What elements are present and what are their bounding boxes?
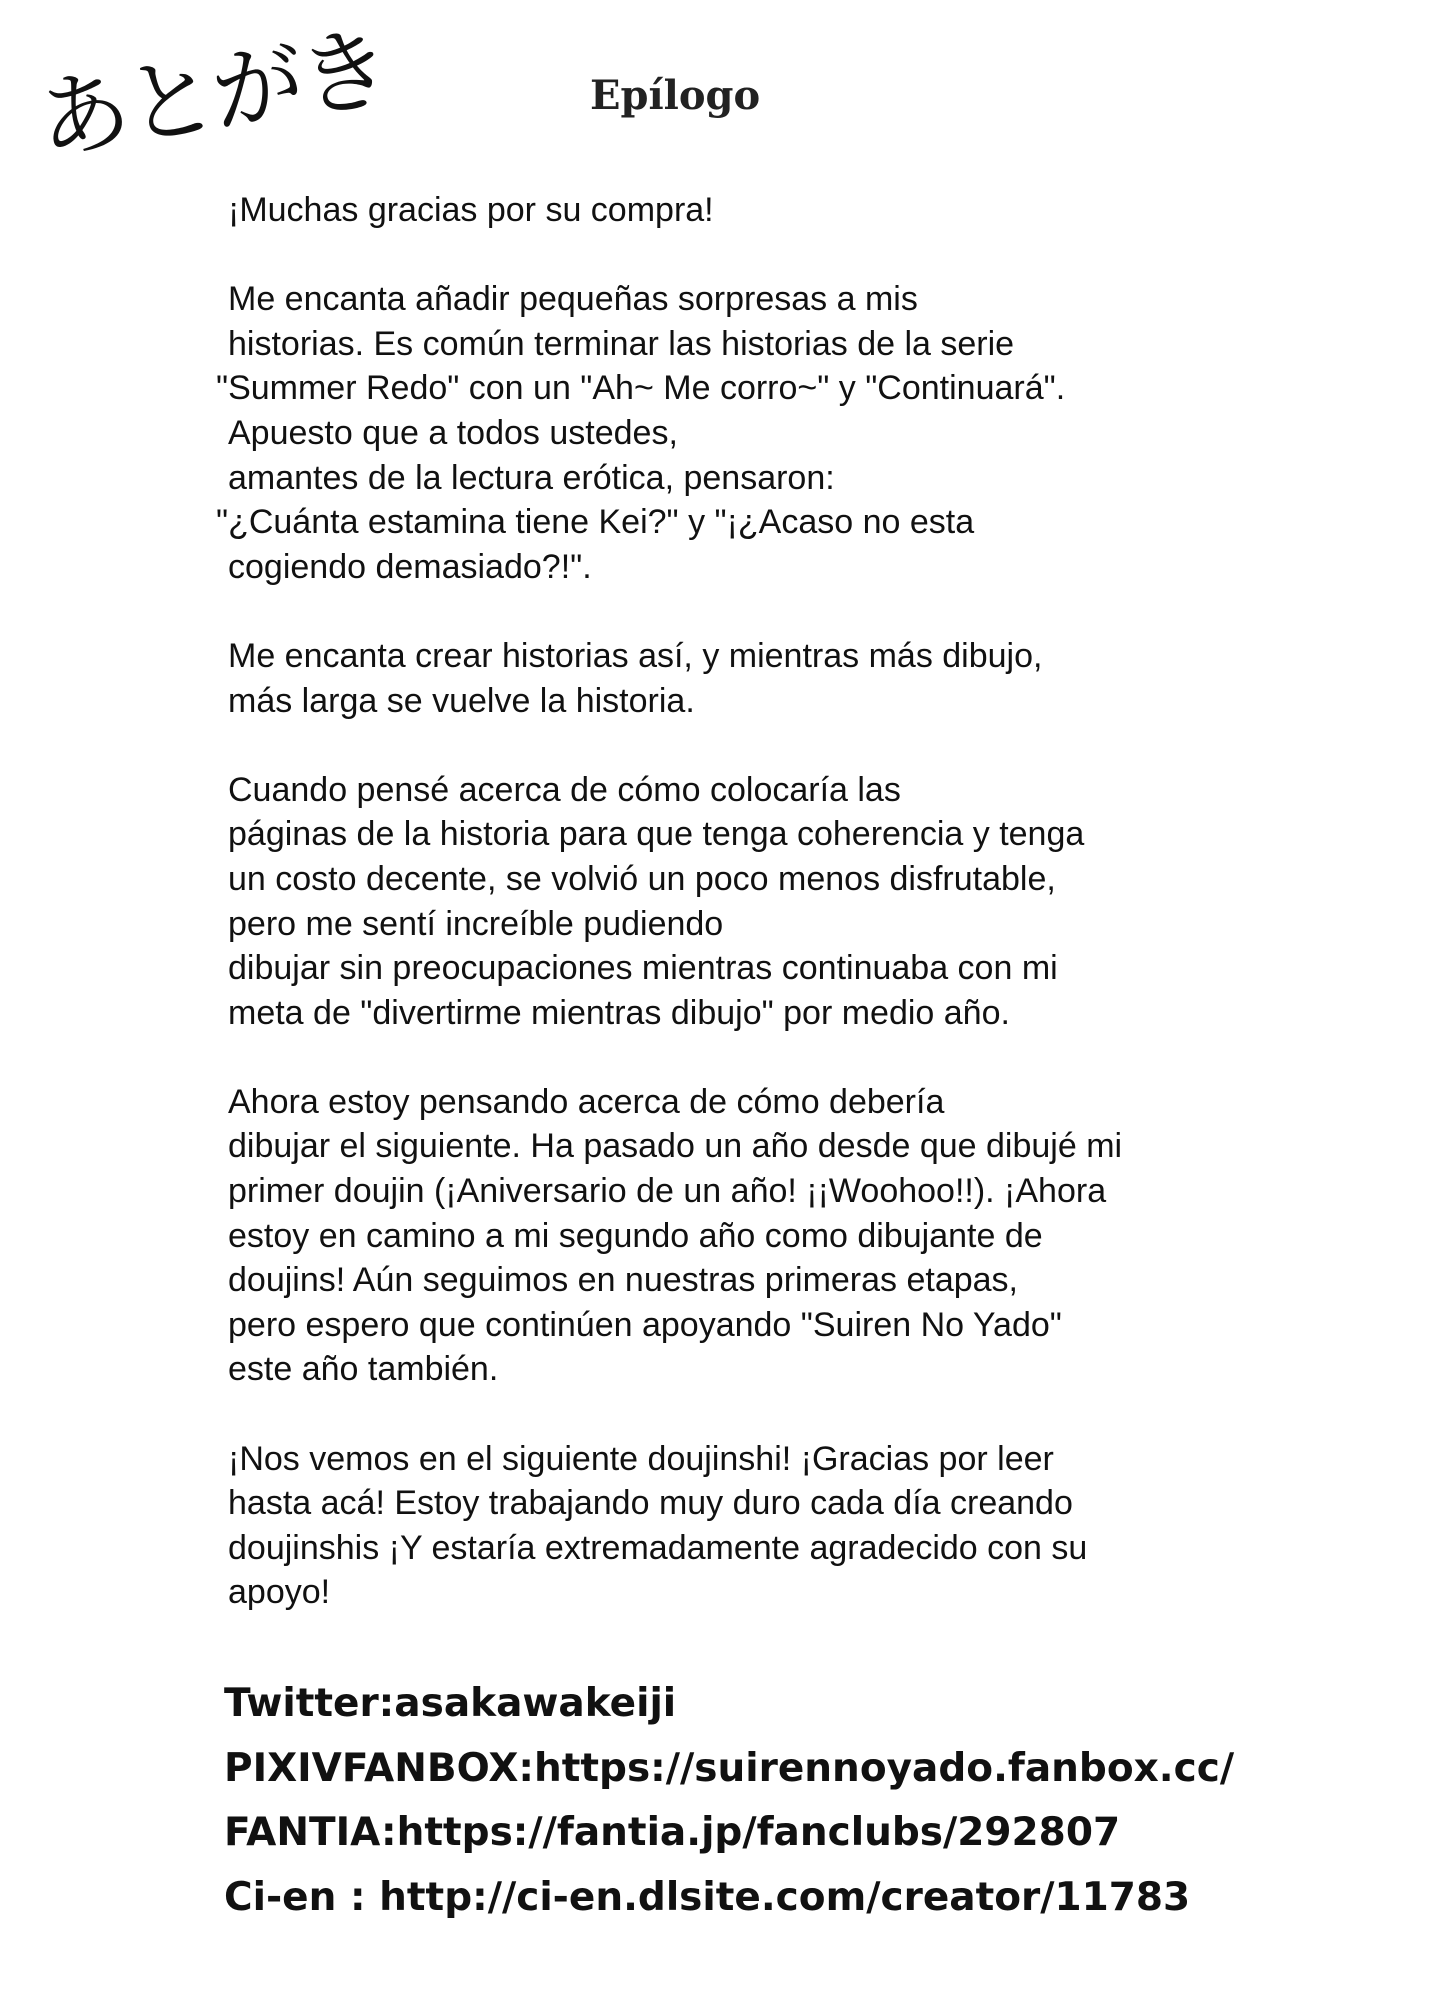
text-line: Cuando pensé acerca de cómo colocaría las (228, 770, 901, 809)
text-line: ¡Muchas gracias por su compra! (228, 191, 714, 229)
social-links (224, 1672, 1234, 1930)
text-line: estoy en camino a mi segundo año como dibujante de (228, 1216, 1043, 1255)
paragraph (228, 188, 1228, 233)
text-line: Ahora estoy pensando acerca de cómo debería (228, 1082, 945, 1121)
text-line: Apuesto que a todos ustedes, (228, 413, 678, 452)
text-line: dibujar el siguiente. Ha pasado un año desde que dibujé mi (228, 1127, 1123, 1166)
text-line: un costo decente, se volvió un poco menos disfrutable, (228, 859, 1056, 898)
paragraph (228, 1437, 1228, 1615)
twitter-link: Twitter:asakawakeiji (224, 1681, 677, 1726)
text-line: doujins! Aún seguimos en nuestras primeras etapas, (228, 1261, 1019, 1300)
text-line: pero espero que continúen apoyando "Suiren No Yado" (228, 1305, 1062, 1344)
text-line: meta de "divertirme mientras dibujo" por medio año. (228, 993, 1010, 1032)
text-line: Me encanta crear historias así, y mientras más dibujo, (228, 636, 1043, 675)
text-line: más larga se vuelve la historia. (228, 681, 695, 720)
paragraph (228, 634, 1228, 723)
page-title: Epílogo (590, 72, 761, 119)
text-line: pero me sentí increíble pudiendo (228, 904, 724, 943)
ci-en-link: Ci-en : http://ci-en.dlsite.com/creator/11783 (224, 1874, 1191, 1920)
text-line: Me encanta añadir pequeñas sorpresas a mis (228, 280, 918, 319)
text-line: hasta acá! Estoy trabajando muy duro cada día creando (228, 1484, 1073, 1523)
text-line: ¡Nos vemos en el siguiente doujinshi! ¡Gracias por leer (228, 1439, 1054, 1478)
text-line: páginas de la historia para que tenga coherencia y tenga (228, 815, 1085, 854)
epilogue-body (216, 188, 1228, 1660)
text-line: primer doujin (¡Aniversario de un año! ¡¡Woohoo!!). ¡Ahora (228, 1172, 1107, 1211)
text-line: amantes de la lectura erótica, pensaron: (228, 458, 835, 497)
text-line: "¿Cuánta estamina tiene Kei?" y "¡¿Acaso no esta (216, 503, 975, 542)
text-line: cogiendo demasiado?!". (228, 547, 592, 586)
text-line: apoyo! (228, 1573, 331, 1612)
text-line: "Summer Redo" con un "Ah~ Me corro~" y "Continuará". (216, 369, 1066, 408)
paragraph (216, 277, 1228, 589)
japanese-heading: あとがき (30, 14, 395, 176)
pixivfanbox-link: PIXIVFANBOX:https://suirennoyado.fanbox.cc/ (224, 1745, 1235, 1791)
paragraph (228, 768, 1228, 1036)
text-line: historias. Es común terminar las historias de la serie (228, 324, 1015, 363)
text-line: este año también. (228, 1350, 499, 1389)
text-line: dibujar sin preocupaciones mientras continuaba con mi (228, 949, 1058, 988)
text-line: doujinshis ¡Y estaría extremadamente agradecido con su (228, 1528, 1088, 1567)
fantia-link: FANTIA:https://fantia.jp/fanclubs/292807 (224, 1810, 1121, 1855)
paragraph (228, 1080, 1228, 1392)
